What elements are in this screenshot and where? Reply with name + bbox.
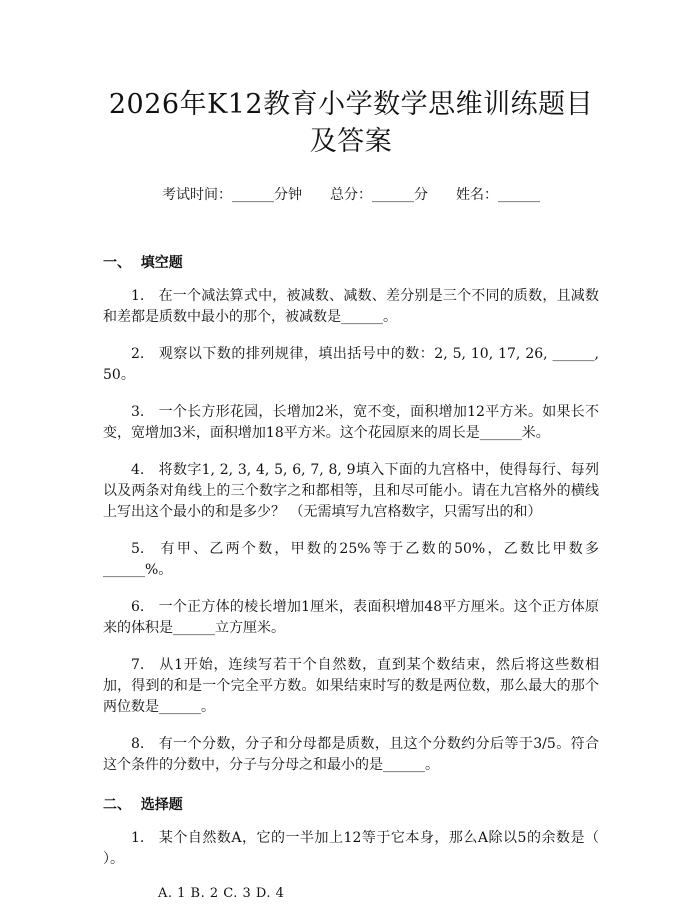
multiple-choice-questions	[103, 828, 599, 901]
student-name: 姓名：______	[456, 187, 540, 203]
question-item	[103, 460, 599, 523]
exam-info	[103, 184, 599, 204]
question-number: 6.	[131, 599, 145, 615]
question-number: 3.	[131, 404, 145, 420]
question-item	[103, 539, 599, 581]
question-number: 7.	[131, 657, 145, 673]
answer-options: A. 1 B. 2 C. 3 D. 4	[158, 886, 285, 901]
question-text: 将数字1, 2, 3, 4, 5, 6, 7, 8, 9填入下面的九宫格中，使得每行、每列以及两条对角线上的三个数字之和都相等，且和尽可能小。请在九宫格外的横线上写出这个最小的和是多少？ （无需填写九宫格数字，只需写出的和）	[103, 462, 599, 520]
question-number: 1.	[131, 830, 145, 846]
question-item	[103, 655, 599, 718]
question-text: 一个正方体的棱长增加1厘米，表面积增加48平方厘米。这个正方体原来的体积是______立方厘米。	[103, 599, 599, 636]
question-item	[103, 344, 599, 386]
question-item	[103, 734, 599, 776]
section-heading-fill-in: 一、 填空题	[103, 255, 183, 271]
fill-in-questions	[103, 286, 599, 776]
question-number: 1.	[131, 288, 145, 304]
exam-time: 考试时间：______分钟	[162, 187, 302, 203]
question-text: 某个自然数A，它的一半加上12等于它本身，那么A除以5的余数是（ ）。	[103, 830, 599, 867]
question-item	[103, 402, 599, 444]
question-text: 有一个分数，分子和分母都是质数，且这个分数约分后等于3/5。符合这个条件的分数中，分子与分母之和最小的是______。	[103, 736, 599, 773]
question-text: 从1开始，连续写若干个自然数，直到某个数结束，然后将这些数相加，得到的和是一个完全平方数。如果结束时写的数是两位数，那么最大的那个两位数是______。	[103, 657, 599, 715]
total-score: 总分：______分	[330, 187, 428, 203]
question-item	[103, 597, 599, 639]
question-item	[103, 828, 599, 870]
question-text: 一个长方形花园，长增加2米，宽不变，面积增加12平方米。如果长不变，宽增加3米，面积增加18平方米。这个花园原来的周长是______米。	[103, 404, 599, 441]
question-number: 5.	[131, 541, 145, 557]
question-number: 2.	[131, 346, 145, 362]
question-number: 4.	[131, 462, 145, 478]
question-text: 观察以下数的排列规律，填出括号中的数：2, 5, 10, 17, 26, ______, 50。	[103, 346, 599, 383]
document-title: 2026年K12教育小学数学思维训练题目及答案	[108, 89, 594, 157]
question-text: 在一个减法算式中，被减数、减数、差分别是三个不同的质数，且减数和差都是质数中最小的那个，被减数是______。	[103, 288, 599, 325]
section-heading-multiple-choice: 二、 选择题	[103, 797, 183, 813]
question-number: 8.	[131, 736, 145, 752]
question-item	[103, 286, 599, 328]
question-text: 有甲、乙两个数，甲数的25%等于乙数的50%，乙数比甲数多______%。	[103, 541, 599, 578]
